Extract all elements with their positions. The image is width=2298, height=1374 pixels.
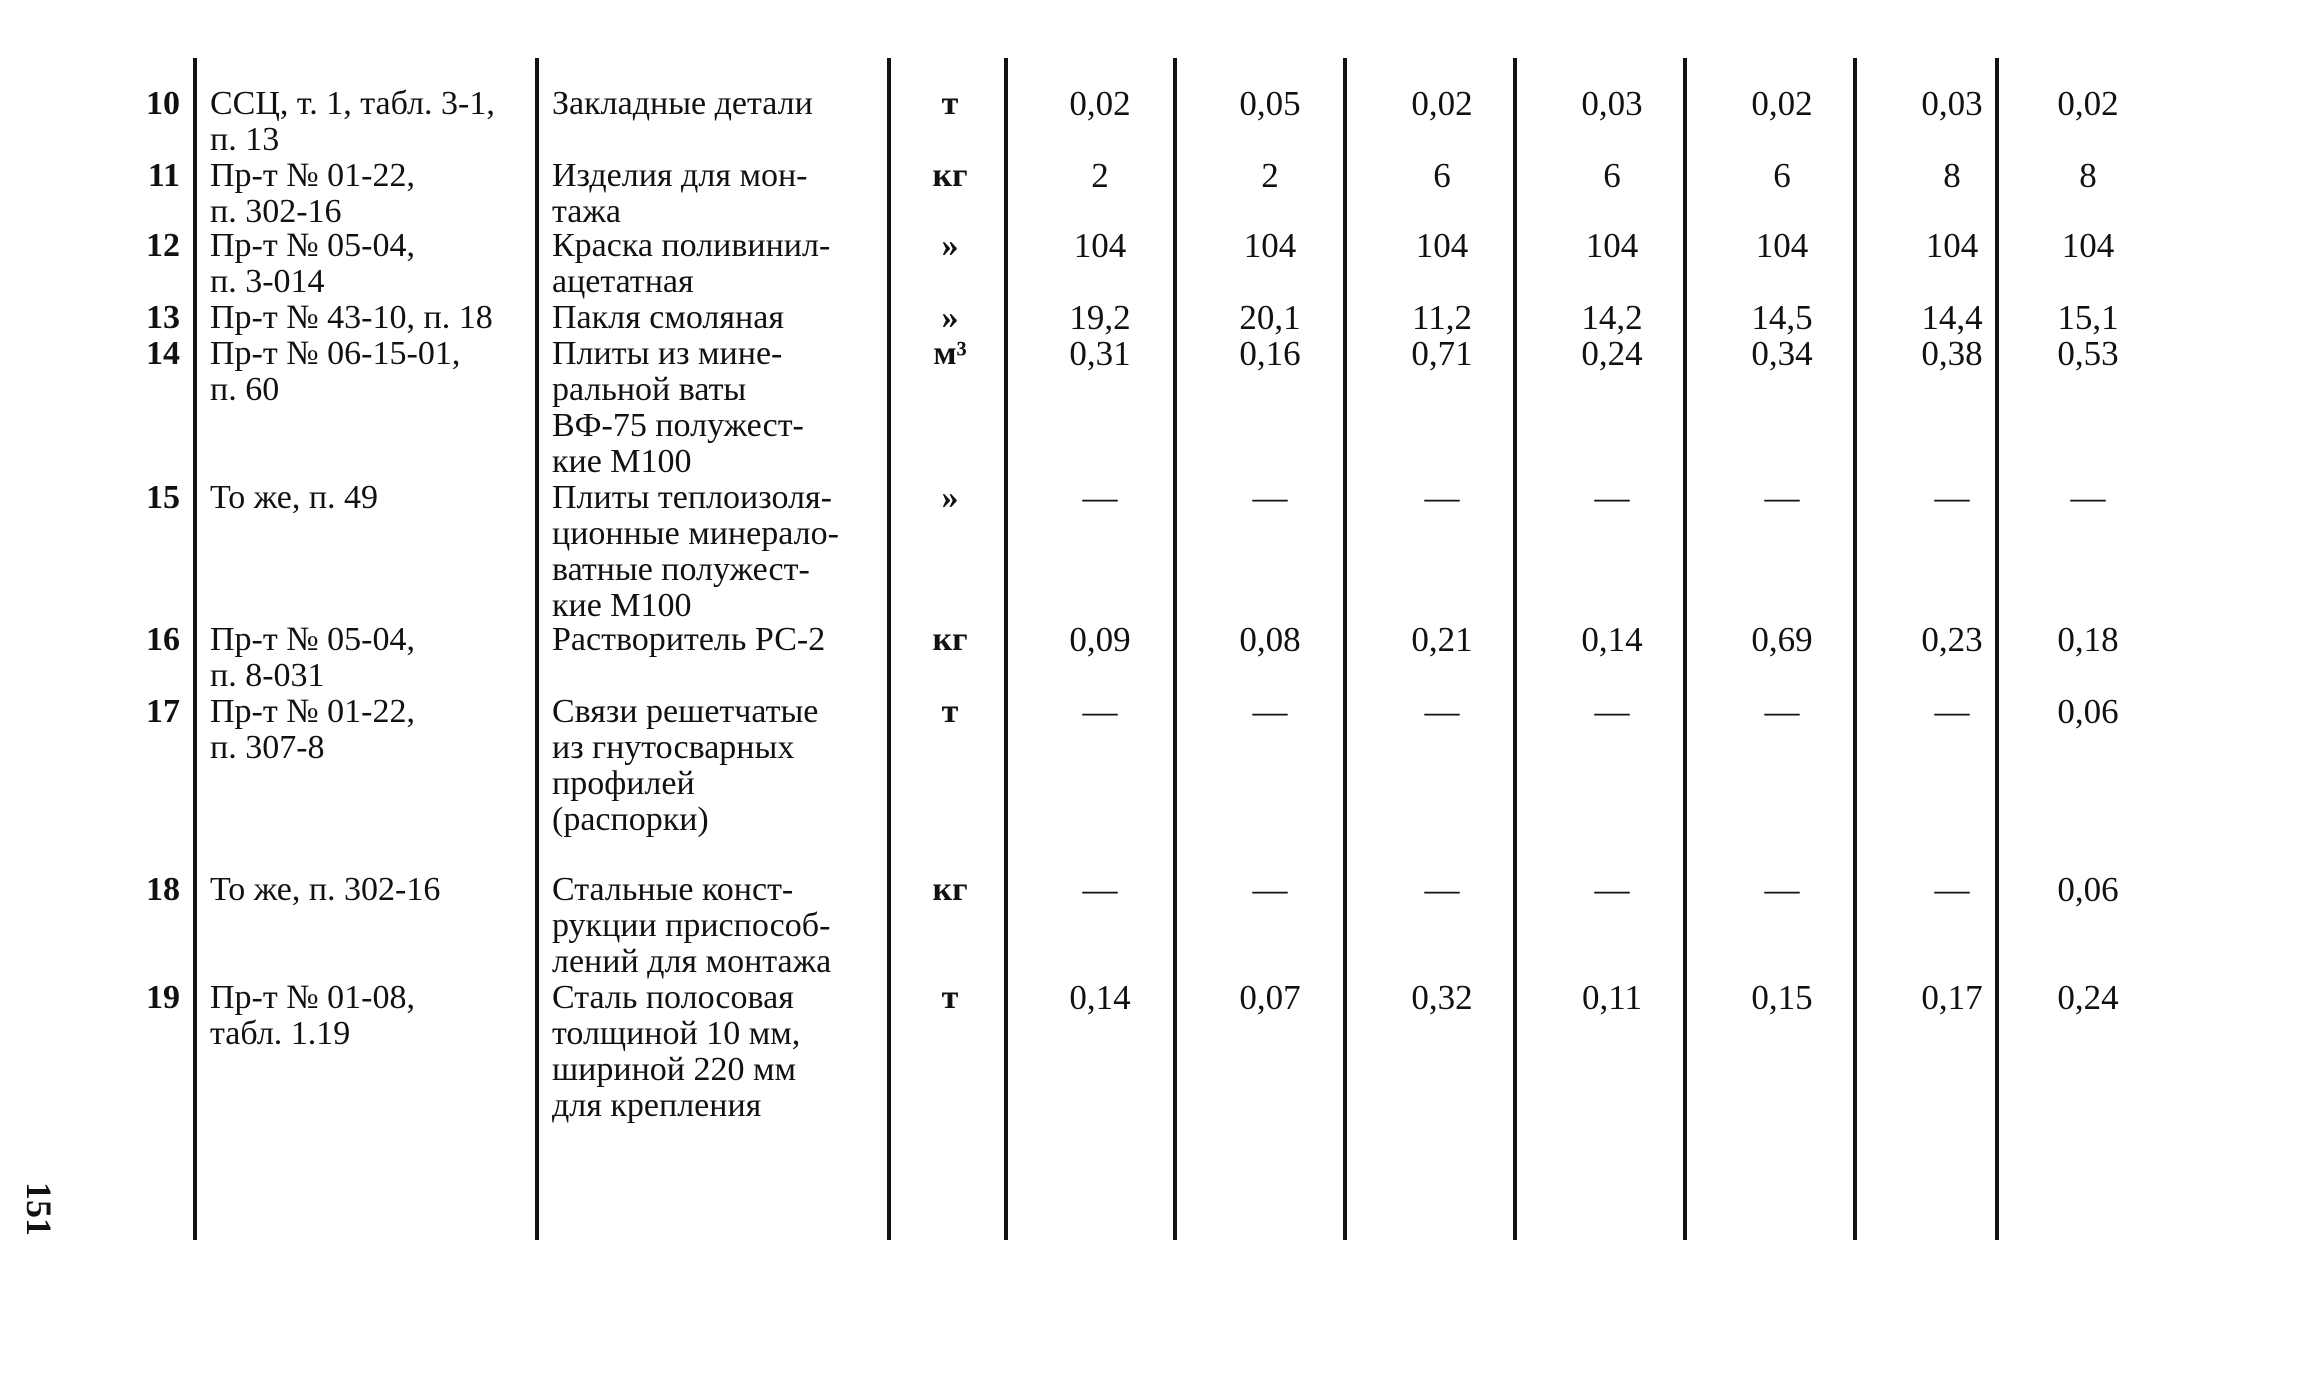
reference-line: ССЦ, т. 1, табл. 3-1,: [210, 85, 495, 122]
value-cell: 0,11: [1582, 978, 1642, 1017]
row-number: 17: [146, 693, 180, 730]
material-name-line: ционные минерало-: [552, 515, 839, 552]
reference-cell: [210, 622, 550, 694]
value-cell: 0,24: [2057, 978, 2119, 1017]
material-name-cell: [552, 228, 888, 300]
value-cell: 0,21: [1411, 620, 1473, 659]
material-name-line: ральной ваты: [552, 371, 747, 408]
value-cell: —: [1082, 870, 1118, 909]
reference-line: табл. 1.19: [210, 1015, 351, 1052]
reference-line: То же, п. 49: [210, 479, 379, 516]
value-cell: 14,2: [1581, 298, 1643, 337]
value-cell: 0,31: [1069, 334, 1131, 373]
row-number: 18: [146, 871, 180, 908]
reference-cell: [210, 480, 550, 516]
value-cell: —: [2070, 478, 2106, 517]
reference-line: п. 13: [210, 121, 280, 158]
reference-line: п. 302-16: [210, 193, 342, 230]
material-name-line: Стальные конст-: [552, 871, 794, 908]
material-name-line: рукции приспособ-: [552, 907, 831, 944]
reference-cell: [210, 228, 550, 300]
reference-line: п. 3-014: [210, 263, 325, 300]
value-cell: 19,2: [1069, 298, 1131, 337]
reference-line: Пр-т № 43-10, п. 18: [210, 299, 493, 336]
value-cell: 0,71: [1411, 334, 1473, 373]
value-cell: 0,16: [1239, 334, 1301, 373]
value-cell: 8: [1943, 156, 1961, 195]
value-cell: 104: [1243, 226, 1297, 265]
value-cell: 0,03: [1581, 84, 1643, 123]
value-cell: 0,05: [1239, 84, 1301, 123]
value-cell: 0,06: [2057, 870, 2119, 909]
material-name-line: толщиной 10 мм,: [552, 1015, 801, 1052]
value-cell: 2: [1261, 156, 1279, 195]
value-cell: —: [1082, 478, 1118, 517]
unit-cell: »: [941, 479, 959, 516]
material-name-cell: [552, 480, 888, 624]
reference-cell: [210, 86, 550, 158]
value-cell: 0,03: [1921, 84, 1983, 123]
material-name-cell: [552, 694, 888, 838]
value-cell: 0,09: [1069, 620, 1131, 659]
value-cell: —: [1934, 478, 1970, 517]
value-cell: 0,08: [1239, 620, 1301, 659]
value-cell: 11,2: [1412, 298, 1472, 337]
value-cell: 104: [1073, 226, 1127, 265]
value-cell: 6: [1773, 156, 1791, 195]
material-name-line: Пакля смоляная: [552, 299, 784, 336]
material-name-cell: [552, 158, 888, 230]
unit-cell: т: [941, 979, 959, 1016]
value-cell: 104: [2061, 226, 2115, 265]
value-cell: —: [1252, 478, 1288, 517]
value-cell: 0,14: [1069, 978, 1131, 1017]
value-cell: 20,1: [1239, 298, 1301, 337]
material-name-line: Плиты теплоизоля-: [552, 479, 832, 516]
value-cell: —: [1594, 692, 1630, 731]
reference-line: Пр-т № 05-04,: [210, 227, 415, 264]
reference-line: Пр-т № 01-08,: [210, 979, 415, 1016]
value-cell: —: [1424, 478, 1460, 517]
reference-cell: [210, 694, 550, 766]
value-cell: 0,15: [1751, 978, 1813, 1017]
unit-cell: м³: [933, 335, 967, 372]
reference-line: п. 60: [210, 371, 280, 408]
value-cell: 104: [1585, 226, 1639, 265]
reference-line: Пр-т № 01-22,: [210, 157, 415, 194]
value-cell: 2: [1091, 156, 1109, 195]
value-cell: 6: [1603, 156, 1621, 195]
value-cell: 0,07: [1239, 978, 1301, 1017]
value-cell: 0,02: [1069, 84, 1131, 123]
material-name-line: ватные полужест-: [552, 551, 810, 588]
value-cell: 104: [1415, 226, 1469, 265]
unit-cell: кг: [932, 871, 968, 908]
value-cell: 0,17: [1921, 978, 1983, 1017]
material-name-line: Закладные детали: [552, 85, 813, 122]
reference-line: п. 307-8: [210, 729, 325, 766]
material-name-line: Плиты из мине-: [552, 335, 783, 372]
unit-cell: т: [941, 85, 959, 122]
unit-cell: кг: [932, 621, 968, 658]
reference-line: Пр-т № 05-04,: [210, 621, 415, 658]
reference-cell: [210, 872, 550, 908]
material-name-line: лений для монтажа: [552, 943, 832, 980]
material-name-line: ацетатная: [552, 263, 694, 300]
material-name-line: для крепления: [552, 1087, 762, 1124]
value-cell: 0,06: [2057, 692, 2119, 731]
value-cell: —: [1082, 692, 1118, 731]
value-cell: 14,5: [1751, 298, 1813, 337]
reference-line: Пр-т № 01-22,: [210, 693, 415, 730]
value-cell: 14,4: [1921, 298, 1983, 337]
unit-cell: »: [941, 299, 959, 336]
reference-line: п. 8-031: [210, 657, 325, 694]
row-number: 12: [146, 227, 180, 264]
row-number: 13: [146, 299, 180, 336]
reference-line: То же, п. 302-16: [210, 871, 441, 908]
material-name-cell: [552, 336, 888, 480]
value-cell: 15,1: [2057, 298, 2119, 337]
unit-cell: »: [941, 227, 959, 264]
value-cell: —: [1934, 870, 1970, 909]
material-name-cell: [552, 86, 888, 122]
row-number: 10: [146, 85, 180, 122]
value-cell: 0,02: [1411, 84, 1473, 123]
material-name-line: ВФ-75 полужест-: [552, 407, 804, 444]
value-cell: 6: [1433, 156, 1451, 195]
value-cell: 8: [2079, 156, 2097, 195]
value-cell: 0,53: [2057, 334, 2119, 373]
value-cell: 0,18: [2057, 620, 2119, 659]
reference-cell: [210, 158, 550, 230]
reference-cell: [210, 980, 550, 1052]
page-number: 151: [19, 1182, 59, 1236]
material-name-line: Изделия для мон-: [552, 157, 808, 194]
row-number: 14: [146, 335, 180, 372]
material-name-line: Растворитель РС-2: [552, 621, 826, 658]
material-name-cell: [552, 872, 888, 980]
material-name-line: Сталь полосовая: [552, 979, 794, 1016]
row-number: 16: [146, 621, 180, 658]
value-cell: —: [1252, 692, 1288, 731]
value-cell: —: [1934, 692, 1970, 731]
reference-cell: [210, 336, 550, 408]
material-name-line: тажа: [552, 193, 621, 230]
value-cell: 0,34: [1751, 334, 1813, 373]
value-cell: 0,69: [1751, 620, 1813, 659]
value-cell: —: [1594, 870, 1630, 909]
material-name-line: шириной 220 мм: [552, 1051, 796, 1088]
value-cell: —: [1764, 870, 1800, 909]
value-cell: —: [1764, 692, 1800, 731]
value-cell: —: [1252, 870, 1288, 909]
row-number: 11: [147, 157, 180, 194]
value-cell: 0,32: [1411, 978, 1473, 1017]
material-name-line: кие М100: [552, 443, 692, 480]
unit-cell: кг: [932, 157, 968, 194]
value-cell: 104: [1755, 226, 1809, 265]
value-cell: —: [1424, 870, 1460, 909]
value-cell: 0,02: [1751, 84, 1813, 123]
unit-cell: т: [941, 693, 959, 730]
reference-cell: [210, 300, 550, 336]
material-name-line: кие М100: [552, 587, 692, 624]
value-cell: 104: [1925, 226, 1979, 265]
material-name-line: профилей: [552, 765, 695, 802]
value-cell: 0,02: [2057, 84, 2119, 123]
value-cell: —: [1594, 478, 1630, 517]
row-number: 19: [146, 979, 180, 1016]
value-cell: 0,14: [1581, 620, 1643, 659]
material-name-line: Краска поливинил-: [552, 227, 831, 264]
row-number: 15: [146, 479, 180, 516]
material-name-line: из гнутосварных: [552, 729, 795, 766]
material-name-cell: [552, 980, 888, 1124]
column-rule: [1004, 58, 1008, 1240]
material-name-cell: [552, 622, 888, 658]
material-name-line: (распорки): [552, 801, 709, 838]
value-cell: 0,23: [1921, 620, 1983, 659]
value-cell: 0,38: [1921, 334, 1983, 373]
reference-line: Пр-т № 06-15-01,: [210, 335, 461, 372]
column-rule: [193, 58, 197, 1240]
material-name-line: Связи решетчатые: [552, 693, 819, 730]
value-cell: —: [1424, 692, 1460, 731]
value-cell: 0,24: [1581, 334, 1643, 373]
value-cell: —: [1764, 478, 1800, 517]
material-name-cell: [552, 300, 888, 336]
